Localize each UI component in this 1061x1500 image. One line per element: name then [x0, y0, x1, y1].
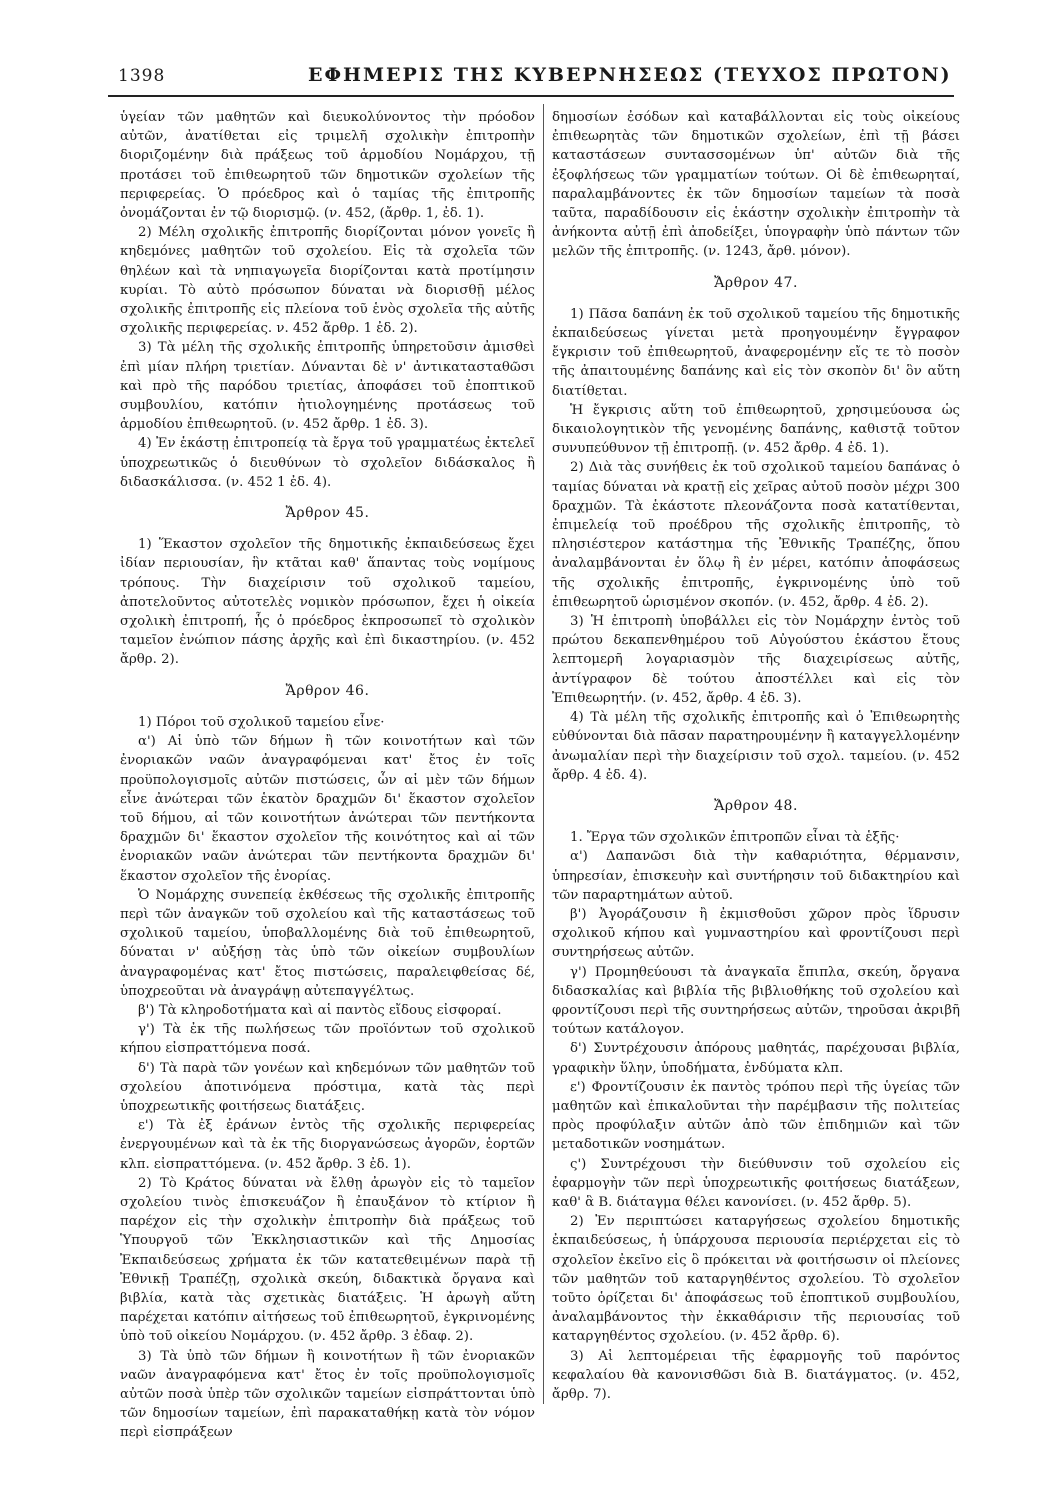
paragraph: 3) Αἱ λεπτομέρειαι τῆς ἐφαρμογῆς τοῦ παρόντος κεφαλαίου θὰ κανονισθῶσι διὰ Β. διατάγματος. (ν. 452, ἄρθρ. 7). [552, 1348, 960, 1402]
paragraph: α') Δαπανῶσι διὰ τὴν καθαριότητα, θέρμανσιν, ὑπηρεσίαν, ἐπισκευὴν καὶ συντήρησιν τοῦ διδακτηρίου καὶ τῶν παραρτημάτων αὐτοῦ. [552, 849, 960, 903]
paragraph: γ') Τὰ ἐκ τῆς πωλήσεως τῶν προϊόντων τοῦ σχολικοῦ κήπου εἰσπραττόμενα ποσά. [120, 1022, 535, 1057]
paragraph: 2) Διὰ τὰς συνήθεις ἐκ τοῦ σχολικοῦ ταμείου δαπάνας ὁ ταμίας δύναται νὰ κρατῇ εἰς χεῖρας αὐτοῦ ποσὸν μέχρι 300 δραχμῶν. Τὰ ἑκάστοτε πλεονάζοντα ποσὰ κατατίθενται, ἐπιμελείᾳ τοῦ προέδρου τῆς σχολικῆς ἐπιτροπῆς, τὸ πλησιέστερον κατάστημα τῆς Ἐθνικῆς Τραπέζης, ὅπου ἀναλαμβάνονται ἐν ὅλῳ ἢ ἐν μέρει, κατόπιν ἀποφάσεως τῆς σχολικῆς ἐπιτροπῆς, ἐγκρινομένης ὑπὸ τοῦ ἐπιθεωρητοῦ ὡρισμένον σκοπόν. (ν. 452, ἄρθρ. 4 ἐδ. 2). [552, 460, 960, 610]
article-47-heading: Ἄρθρον 47. [714, 274, 798, 291]
paragraph: 3) Τὰ μέλη τῆς σχολικῆς ἐπιτροπῆς ὑπηρετοῦσιν ἀμισθεὶ ἐπὶ μίαν πλήρη τριετίαν. Δύνανται δὲ ν' ἀντικατασταθῶσι καὶ πρὸ τῆς παρόδου τριετίας, ἀποφάσει τοῦ ἐποπτικοῦ συμβουλίου, κατόπιν ἠτιολογημένης προτάσεως τοῦ ἁρμοδίου ἐπιθεωρητοῦ. (ν. 452 ἄρθρ. 1 ἐδ. 3). [120, 340, 535, 433]
paragraph: Ἡ ἔγκρισις αὕτη τοῦ ἐπιθεωρητοῦ, χρησιμεύουσα ὡς δικαιολογητικὸν τῆς γενομένης δαπάνης, καθιστᾷ τοῦτον συνυπεύθυνον τῇ ἐπιτροπῇ. (ν. 452 ἄρθρ. 4 ἐδ. 1). [552, 402, 960, 457]
paragraph: 2) Τὸ Κράτος δύναται νὰ ἔλθῃ ἀρωγὸν εἰς τὸ ταμεῖον σχολείου τινὸς ἐπισκευάζον ἢ ἐπαυξάνον τὸ κτίριον ἢ παρέχον εἰς τὴν σχολικὴν ἐπιτροπὴν διὰ πράξεως τοῦ Ὑπουργοῦ τῶν Ἐκκλησιαστικῶν καὶ τῆς Δημοσίας Ἐκπαιδεύσεως χρήματα ἐκ τῶν κατατεθειμένων παρὰ τῇ Ἐθνικῇ Τραπέζῃ, σχολικὰ σκεύη, διδακτικὰ ὄργανα καὶ βιβλία, κατὰ τὰς σχετικὰς διατάξεις. Ἡ ἀρωγὴ αὕτη παρέχεται κατόπιν αἰτήσεως τοῦ ἐπιθεωρητοῦ, ἐγκρινομένης ὑπὸ τοῦ οἰκείου Νομάρχου. (ν. 452 ἄρθρ. 3 ἐδαφ. 2). [120, 1175, 535, 1345]
journal-title: ΕΦΗΜΕΡΙΣ ΤΗΣ ΚΥΒΕΡΝΗΣΕΩΣ (ΤΕΥΧΟΣ ΠΡΩΤΟΝ) [308, 64, 952, 86]
paragraph: β') Τὰ κληροδοτήματα καὶ αἱ παντὸς εἴδους εἰσφοραί. [138, 1002, 502, 1018]
paragraph: γ') Προμηθεύουσι τὰ ἀναγκαῖα ἔπιπλα, σκεύη, ὄργανα διδασκαλίας καὶ βιβλία τῆς βιβλιοθήκης τοῦ σχολείου καὶ φροντίζουσι περὶ τῆς συντηρήσεως αὐτῶν, τηροῦσαι ἀκριβῆ τούτων κατάλογον. [552, 964, 960, 1038]
paragraph: 2) Μέλη σχολικῆς ἐπιτροπῆς διορίζονται μόνον γονεῖς ἢ κηδεμόνες μαθητῶν τοῦ σχολείου. Εἰς τὰ σχολεῖα τῶν θηλέων καὶ τὰ νηπιαγωγεῖα διορίζονται κατὰ προτίμησιν κυρίαι. Τὸ αὐτὸ πρόσωπον δύναται νὰ διορισθῇ μέλος σχολικῆς ἐπιτροπῆς εἰς πλείονα τοῦ ἑνὸς σχολεῖα τῆς αὐτῆς σχολικῆς περιφερείας. ν. 452 ἄρθρ. 1 ἐδ. 2). [120, 225, 535, 337]
paragraph: 1) Πόροι τοῦ σχολικοῦ ταμείου εἶνε· [138, 714, 385, 730]
page-header [108, 62, 958, 94]
paragraph: α') Αἱ ὑπὸ τῶν δήμων ἢ τῶν κοινοτήτων καὶ τῶν ἐνοριακῶν ναῶν ἀναγραφόμεναι κατ' ἔτος ἐν τοῖς προϋπολογισμοῖς αὐτῶν πιστώσεις, ὧν αἱ μὲν τῶν δήμων εἶνε ἀνώτεραι τῶν ἑκατὸν δραχμῶν δι' ἕκαστον σχολεῖον τοῦ δήμου, αἱ τῶν κοινοτήτων ἀνώτεραι τῶν πεντήκοντα δραχμῶν δι' ἕκαστον σχολεῖον τῆς κοινότητος καὶ αἱ τῶν ἐνοριακῶν ναῶν ἀνώτεραι τῶν πεντήκοντα δραχμῶν δι' ἕκαστον σχολεῖον τῆς ἐνορίας. [120, 734, 535, 884]
paragraph: 3) Τὰ ὑπὸ τῶν δήμων ἢ κοινοτήτων ἢ τῶν ἐνοριακῶν ναῶν ἀναγραφόμενα κατ' ἔτος ἐν τοῖς προϋπολογισμοῖς αὐτῶν ποσὰ ὑπὲρ τῶν σχολικῶν ταμείων εἰσπράττονται ὑπὸ τῶν δημοσίων ταμείων, ἐπὶ παρακαταθήκῃ κατὰ τὸν νόμον περὶ εἰσπράξεων [120, 1348, 535, 1441]
paragraph: ε') Τὰ ἐξ ἐράνων ἐντὸς τῆς σχολικῆς περιφερείας ἐνεργουμένων καὶ τὰ ἐκ τῆς διοργανώσεως ἀγορῶν, ἑορτῶν κλπ. εἰσπραττόμενα. (ν. 452 ἄρθρ. 3 ἐδ. 1). [120, 1118, 535, 1172]
paragraph: ὑγείαν τῶν μαθητῶν καὶ διευκολύνοντος τὴν πρόοδον αὐτῶν, ἀνατίθεται εἰς τριμελῆ σχολικὴν ἐπιτροπὴν διοριζομένην διὰ πράξεως τοῦ ἁρμοδίου Νομάρχου, τῇ προτάσει τοῦ ἐπιθεωρητοῦ τῶν δημοτικῶν σχολείων τῆς περιφερείας. Ὁ πρόεδρος καὶ ὁ ταμίας τῆς ἐπιτροπῆς ὀνομάζονται ἐν τῷ διορισμῷ. (ν. 452, (ἄρθρ. 1, ἐδ. 1). [120, 110, 535, 222]
paragraph: 2) Ἐν περιπτώσει καταργήσεως σχολείου δημοτικῆς ἐκπαιδεύσεως, ἡ ὑπάρχουσα περιουσία περιέρχεται εἰς τὸ σχολεῖον ἐκεῖνο εἰς ὃ πρόκειται νὰ φοιτήσωσιν οἱ πλείονες τῶν μαθητῶν τοῦ καταργηθέντος σχολείου. Τὸ σχολεῖον τοῦτο ὁρίζεται δι' ἀποφάσεως τοῦ ἐποπτικοῦ συμβουλίου, ἀναλαμβάνοντος τὴν ἐκκαθάρισιν τῆς περιουσίας τοῦ καταργηθέντος σχολείου. (ν. 452 ἄρθρ. 6). [552, 1214, 960, 1345]
paragraph: β') Ἀγοράζουσιν ἢ ἐκμισθοῦσι χῶρον πρὸς ἵδρυσιν σχολικοῦ κήπου καὶ γυμναστηρίου καὶ φροντίζουσι περὶ συντηρήσεως αὐτῶν. [552, 906, 960, 961]
paragraph: 1) Ἕκαστον σχολεῖον τῆς δημοτικῆς ἐκπαιδεύσεως ἔχει ἰδίαν περιουσίαν, ἣν κτᾶται καθ' ἅπαντας τοὺς νομίμους τρόπους. Τὴν διαχείρισιν τοῦ σχολικοῦ ταμείου, ἀποτελοῦντος αὐτοτελὲς νομικὸν πρόσωπον, ἔχει ἡ οἰκεία σχολικὴ ἐπιτροπή, ἧς ὁ πρόεδρος ἐκπροσωπεῖ τὸ σχολικὸν ταμεῖον ἐνώπιον πάσης ἀρχῆς καὶ ἐπὶ δικαστηρίου. (ν. 452 ἄρθρ. 2). [120, 537, 535, 668]
paragraph: 4) Τὰ μέλη τῆς σχολικῆς ἐπιτροπῆς καὶ ὁ Ἐπιθεωρητὴς εὐθύνονται διὰ πᾶσαν παρατηρουμένην ἢ καταγγελλομένην ἀνωμαλίαν περὶ τὴν διαχείρισιν τοῦ σχολ. ταμείου. (ν. 452 ἄρθρ. 4 ἐδ. 4). [552, 710, 960, 783]
paragraph: 1. Ἔργα τῶν σχολικῶν ἐπιτροπῶν εἶναι τὰ ἑξῆς· [570, 830, 900, 846]
article-46-heading: Ἄρθρον 46. [285, 682, 370, 699]
page-number: 1398 [118, 66, 166, 86]
article-45-heading: Ἄρθρον 45. [285, 505, 370, 522]
article-48-heading: Ἄρθρον 48. [714, 797, 798, 814]
paragraph: δημοσίων ἐσόδων καὶ καταβάλλονται εἰς τοὺς οἰκείους ἐπιθεωρητὰς τῶν δημοτικῶν σχολείων, ἐπὶ τῇ βάσει καταστάσεων συντασσομένων ὑπ' αὐτῶν διὰ τῆς ἐξοφλήσεως τῶν γραμματίων τούτων. Οἱ δὲ ἐπιθεωρηταί, παραλαμβάνοντες ἐκ τῶν δημοσίων ταμείων τὰ ποσὰ ταῦτα, παραδίδουσιν εἰς ἑκάστην σχολικὴν ἐπιτροπὴν τὰ ἀνήκοντα αὐτῇ ἐπὶ ἀποδείξει, ὑπογραφὴν ὑπὸ πάντων τῶν μελῶν τῆς ἐπιτροπῆς. (ν. 1243, ἄρθ. μόνον). [552, 110, 960, 260]
column-divider [543, 104, 544, 1404]
paragraph: δ') Συντρέχουσιν ἀπόρους μαθητάς, παρέχουσαι βιβλία, γραφικὴν ὕλην, ὑποδήματα, ἐνδύματα κλπ. [552, 1041, 960, 1076]
paragraph: 4) Ἐν ἑκάστῃ ἐπιτροπείᾳ τὰ ἔργα τοῦ γραμματέως ἐκτελεῖ ὑποχρεωτικῶς ὁ διευθύνων τὸ σχολεῖον διδάσκαλος ἢ διδασκάλισσα. (ν. 452 1 ἐδ. 4). [120, 436, 535, 490]
paragraph: ς') Συντρέχουσι τὴν διεύθυνσιν τοῦ σχολείου εἰς ἐφαρμογὴν τῶν περὶ ὑποχρεωτικῆς φοιτήσεως διατάξεων, καθ' ἃ Β. διάταγμα θέλει κανονίσει. (ν. 452 ἄρθρ. 5). [552, 1156, 960, 1210]
left-column [120, 108, 535, 1443]
paragraph: ε') Φροντίζουσιν ἐκ παντὸς τρόπου περὶ τῆς ὑγείας τῶν μαθητῶν καὶ ἐπικαλοῦνται τὴν παρέμβασιν τῆς πολιτείας πρὸς προφύλαξιν αὐτῶν ἀπὸ τῶν ἐπιδημιῶν καὶ τῶν μεταδοτικῶν νοσημάτων. [552, 1079, 960, 1153]
right-column [552, 108, 960, 1404]
paragraph: 1) Πᾶσα δαπάνη ἐκ τοῦ σχολικοῦ ταμείου τῆς δημοτικῆς ἐκπαιδεύσεως γίνεται μετὰ προηγουμένην ἔγγραφον ἔγκρισιν τοῦ ἐπιθεωρητοῦ, ἀναφερομένην εἴς τε τὸ ποσὸν τῆς ἀπαιτουμένης δαπάνης καὶ εἰς τὸν σκοπὸν δι' ὃν αὕτη διατίθεται. [552, 306, 960, 399]
paragraph: 3) Ἡ ἐπιτροπὴ ὑποβάλλει εἰς τὸν Νομάρχην ἐντὸς τοῦ πρώτου δεκαπενθημέρου τοῦ Αὐγούστου ἑκάστου ἔτους λεπτομερῆ λογαριασμὸν τῆς διαχειρίσεως αὐτῆς, ἀντίγραφον δὲ τούτου ἀποστέλλει καὶ εἰς τὸν Ἐπιθεωρητήν. (ν. 452, ἄρθρ. 4 ἐδ. 3). [552, 614, 960, 706]
paragraph: δ') Τὰ παρὰ τῶν γονέων καὶ κηδεμόνων τῶν μαθητῶν τοῦ σχολείου ἀποτινόμενα πρόστιμα, κατὰ τὰς περὶ ὑποχρεωτικῆς φοιτήσεως διατάξεις. [120, 1060, 535, 1114]
paragraph: Ὁ Νομάρχης συνεπείᾳ ἐκθέσεως τῆς σχολικῆς ἐπιτροπῆς περὶ τῶν ἀναγκῶν τοῦ σχολείου καὶ τῆς καταστάσεως τοῦ σχολικοῦ ταμείου, ὑποβαλλομένης διὰ τοῦ ἐπιθεωρητοῦ, δύναται ν' αὐξήσῃ τὰς ὑπὸ τῶν οἰκείων συμβουλίων ἀναγραφομένας κατ' ἔτος πιστώσεις, παραλειφθείσας δέ, ὑποχρεοῦται νὰ ἀναγράψῃ αὐτεπαγγέλτως. [120, 887, 535, 999]
header-rule [108, 95, 954, 97]
